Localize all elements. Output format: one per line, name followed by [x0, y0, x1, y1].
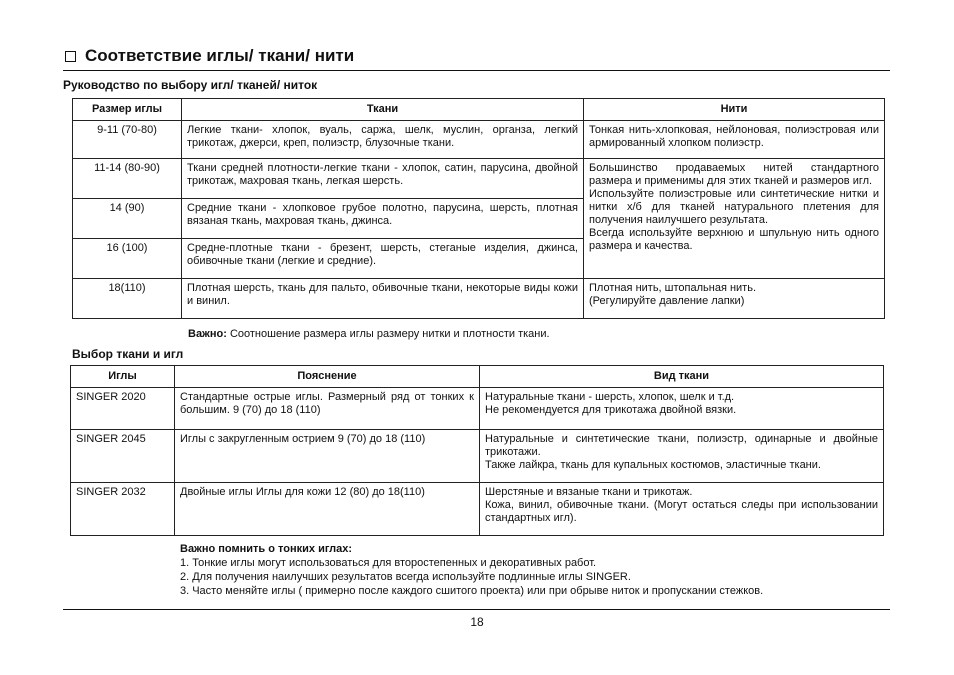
important-note	[188, 327, 550, 341]
title-divider	[63, 70, 890, 71]
reminder-item: 2. Для получения наилучших результатов всегда используйте подлинные иглы SINGER.	[180, 571, 631, 583]
selection-header-row	[71, 366, 884, 388]
thread-line-2: (Регулируйте давление лапки)	[589, 295, 745, 307]
page-title-text: Соответствие иглы/ ткани/ нити	[85, 46, 355, 65]
thread-note-2: Используйте полиэстровые или синтетические нитки и нитки х/б для тканей натурального плетения для получения наилучшего результата.	[589, 188, 879, 226]
selection-heading: Выбор ткани и игл	[72, 347, 184, 361]
needle-model-cell: SINGER 2032	[71, 483, 175, 536]
important-text: Соотношение размера иглы размеру нитки и плотности ткани.	[226, 328, 550, 340]
fabric-cell: Плотная шерсть, ткань для пальто, обивочные ткани, некоторые виды кожи и винил.	[182, 279, 584, 319]
checkbox-square-icon	[65, 51, 76, 62]
header-explanation: Пояснение	[175, 366, 480, 388]
thread-cell: Тонкая нить-хлопковая, нейлоновая, полиэстровая или армированный хлопком полиэстр.	[584, 121, 885, 159]
fabric-cell: Легкие ткани- хлопок, вуаль, саржа, шелк, муслин, органза, легкий трикотаж, джерси, креп, полиэстр, блузочные ткани.	[182, 121, 584, 159]
fabric-cell: Средние ткани - хлопковое грубое полотно, парусина, шерсть, плотная вязаная ткань, махровая ткань, джинса.	[182, 199, 584, 239]
needle-model-cell: SINGER 2045	[71, 430, 175, 483]
fabric-type-cell	[480, 483, 884, 536]
needle-size-cell: 9-11 (70-80)	[73, 121, 182, 159]
reminder-block	[180, 542, 763, 598]
reminder-heading: Важно помнить о тонких иглах:	[180, 543, 353, 555]
fabric-line-2: Также лайкра, ткань для купальных костюмов, эластичные ткани.	[485, 459, 821, 471]
thread-cell	[584, 279, 885, 319]
fabric-line-1: Шерстяные и вязаные ткани и трикотаж.	[485, 486, 693, 498]
table-row	[73, 121, 885, 159]
explanation-cell: Двойные иглы Иглы для кожи 12 (80) до 18(110)	[175, 483, 480, 536]
header-fabrics: Ткани	[182, 99, 584, 121]
thread-note-3: Всегда используйте верхнюю и шпульную нить одного размера и качества.	[589, 227, 879, 252]
guide-header-row	[73, 99, 885, 121]
thread-merged-cell	[584, 159, 885, 279]
fabric-line-2: Кожа, винил, обивочные ткани. (Могут остаться следы при использовании стандартных игл).	[485, 499, 878, 524]
needle-size-cell: 14 (90)	[73, 199, 182, 239]
fabric-cell: Средне-плотные ткани - брезент, шерсть, стеганые изделия, джинса, обивочные ткани (легкие и средние).	[182, 239, 584, 279]
fabric-line-2: Не рекомендуется для трикотажа двойной вязки.	[485, 404, 737, 416]
explanation-cell: Стандартные острые иглы. Размерный ряд от тонких к большим. 9 (70) до 18 (110)	[175, 388, 480, 430]
fabric-type-cell	[480, 388, 884, 430]
needle-guide-table	[72, 98, 885, 319]
page-number: 18	[470, 615, 484, 629]
table-row	[71, 483, 884, 536]
fabric-needle-table	[70, 365, 884, 536]
thread-line-1: Плотная нить, штопальная нить.	[589, 282, 756, 294]
table-row	[73, 159, 885, 199]
header-fabric-type: Вид ткани	[480, 366, 884, 388]
guide-heading: Руководство по выбору игл/ тканей/ ниток	[63, 78, 318, 92]
table-row	[73, 279, 885, 319]
needle-size-cell: 11-14 (80-90)	[73, 159, 182, 199]
header-threads: Нити	[584, 99, 885, 121]
needle-size-cell: 18(110)	[73, 279, 182, 319]
needle-size-cell: 16 (100)	[73, 239, 182, 279]
footer-divider	[63, 609, 890, 610]
explanation-cell: Иглы с закругленным острием 9 (70) до 18 (110)	[175, 430, 480, 483]
table-row	[71, 430, 884, 483]
page-title	[63, 44, 890, 68]
header-needle-size: Размер иглы	[73, 99, 182, 121]
thread-note-1: Большинство продаваемых нитей стандартного размера и применимы для этих тканей и размеров игл.	[589, 162, 879, 187]
fabric-line-1: Натуральные и синтетические ткани, полиэстр, одинарные и двойные трикотажи.	[485, 433, 878, 458]
needle-model-cell: SINGER 2020	[71, 388, 175, 430]
reminder-item: 3. Часто меняйте иглы ( примерно после каждого сшитого проекта) или при обрыве ниток и пропускании стежков.	[180, 585, 764, 597]
table-row	[71, 388, 884, 430]
fabric-line-1: Натуральные ткани - шерсть, хлопок, шелк и т.д.	[485, 391, 735, 403]
fabric-type-cell	[480, 430, 884, 483]
fabric-cell: Ткани средней плотности-легкие ткани - хлопок, сатин, парусина, двойной трикотаж, махровая ткань, легкая шерсть.	[182, 159, 584, 199]
reminder-item: 1. Тонкие иглы могут использоваться для второстепенных и декоративных работ.	[180, 557, 597, 569]
important-label: Важно:	[188, 328, 227, 340]
header-needles: Иглы	[71, 366, 175, 388]
